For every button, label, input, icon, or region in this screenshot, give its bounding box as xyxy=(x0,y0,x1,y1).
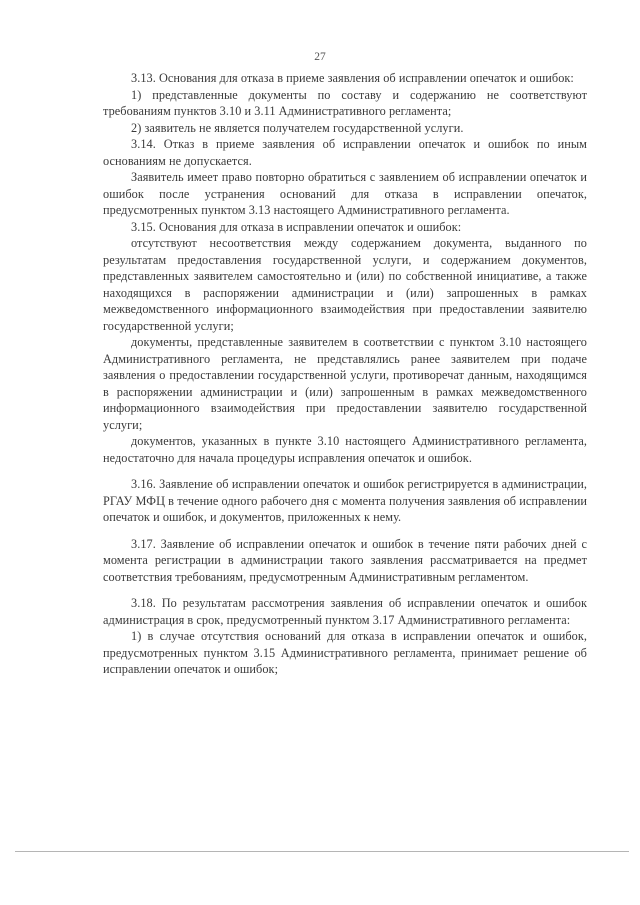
paragraph-3-13: 3.13. Основания для отказа в приеме заявления об исправлении опечаток и ошибок: xyxy=(131,71,574,85)
paragraph-3-18-item-1: 1) в случае отсутствия оснований для отказа в исправлении опечаток и ошибок, предусмотренных пунктом 3.15 Административного регламента, принимает решение об исправлении опечаток и ошибок; xyxy=(103,629,587,676)
paragraph-3-15-reason-3: документов, указанных в пункте 3.10 настоящего Административного регламента, недостаточно для начала процедуры исправления опечаток и ошибок. xyxy=(103,434,587,465)
paragraph-3-16: 3.16. Заявление об исправлении опечаток и ошибок регистрируется в администрации, РГАУ МФЦ в течение одного рабочего дня с момента получения заявления об исправлении опечаток и ошибок, и документов, приложенных к нему. xyxy=(103,477,587,524)
paragraph-3-14: 3.14. Отказ в приеме заявления об исправлении опечаток и ошибок по иным основаниям не допускается. xyxy=(103,137,587,168)
paragraph-3-17: 3.17. Заявление об исправлении опечаток и ошибок в течение пяти рабочих дней с момента регистрации в администрации такого заявления рассматривается на предмет соответствия требованиям, предусмотренным Административным регламентом. xyxy=(103,536,587,584)
paragraph-3-15-reason-1: отсутствуют несоответствия между содержанием документа, выданного по результатам предоставления государственной услуги, и содержанием документов, представленных заявителем самостоятельно и (или) по собственной инициативе, а также находящихся в распоряжении администрации и (или) запрошенных в рамках межведомственного информационного взаимодействия при предоставлении заявителю государственной услуги; xyxy=(103,236,587,333)
scan-bottom-edge-divider xyxy=(15,851,629,852)
paragraph-3-13-item-2: 2) заявитель не является получателем государственной услуги. xyxy=(131,120,464,135)
paragraph-3-18: 3.18. По результатам рассмотрения заявления об исправлении опечаток и ошибок администрация в срок, предусмотренный пунктом 3.17 Административного регламента: xyxy=(103,596,587,627)
paragraph-reapply: Заявитель имеет право повторно обратиться с заявлением об исправлении опечаток и ошибок после устранения оснований для отказа в исправлении опечаток, предусмотренных пунктом 3.13 настоящего Административного регламента. xyxy=(103,170,587,217)
paragraph-3-15: 3.15. Основания для отказа в исправлении опечаток и ошибок: xyxy=(131,219,462,234)
document-body xyxy=(103,70,587,678)
paragraph-3-15-reason-2: документы, представленные заявителем в соответствии с пунктом 3.10 настоящего Административного регламента, не представлялись ранее заявителем при подаче заявления о предоставлении государственной услуги, противоречат данным, находящимся в распоряжении администрации и (или) запрошенным в рамках межведомственного информационного взаимодействия при предоставлении заявителю государственной услуги; xyxy=(103,335,587,432)
page-number: 27 xyxy=(314,51,326,63)
paragraph-3-13-item-1: 1) представленные документы по составу и содержанию не соответствуют требованиям пунктов 3.10 и 3.11 Административного регламента; xyxy=(103,87,587,118)
